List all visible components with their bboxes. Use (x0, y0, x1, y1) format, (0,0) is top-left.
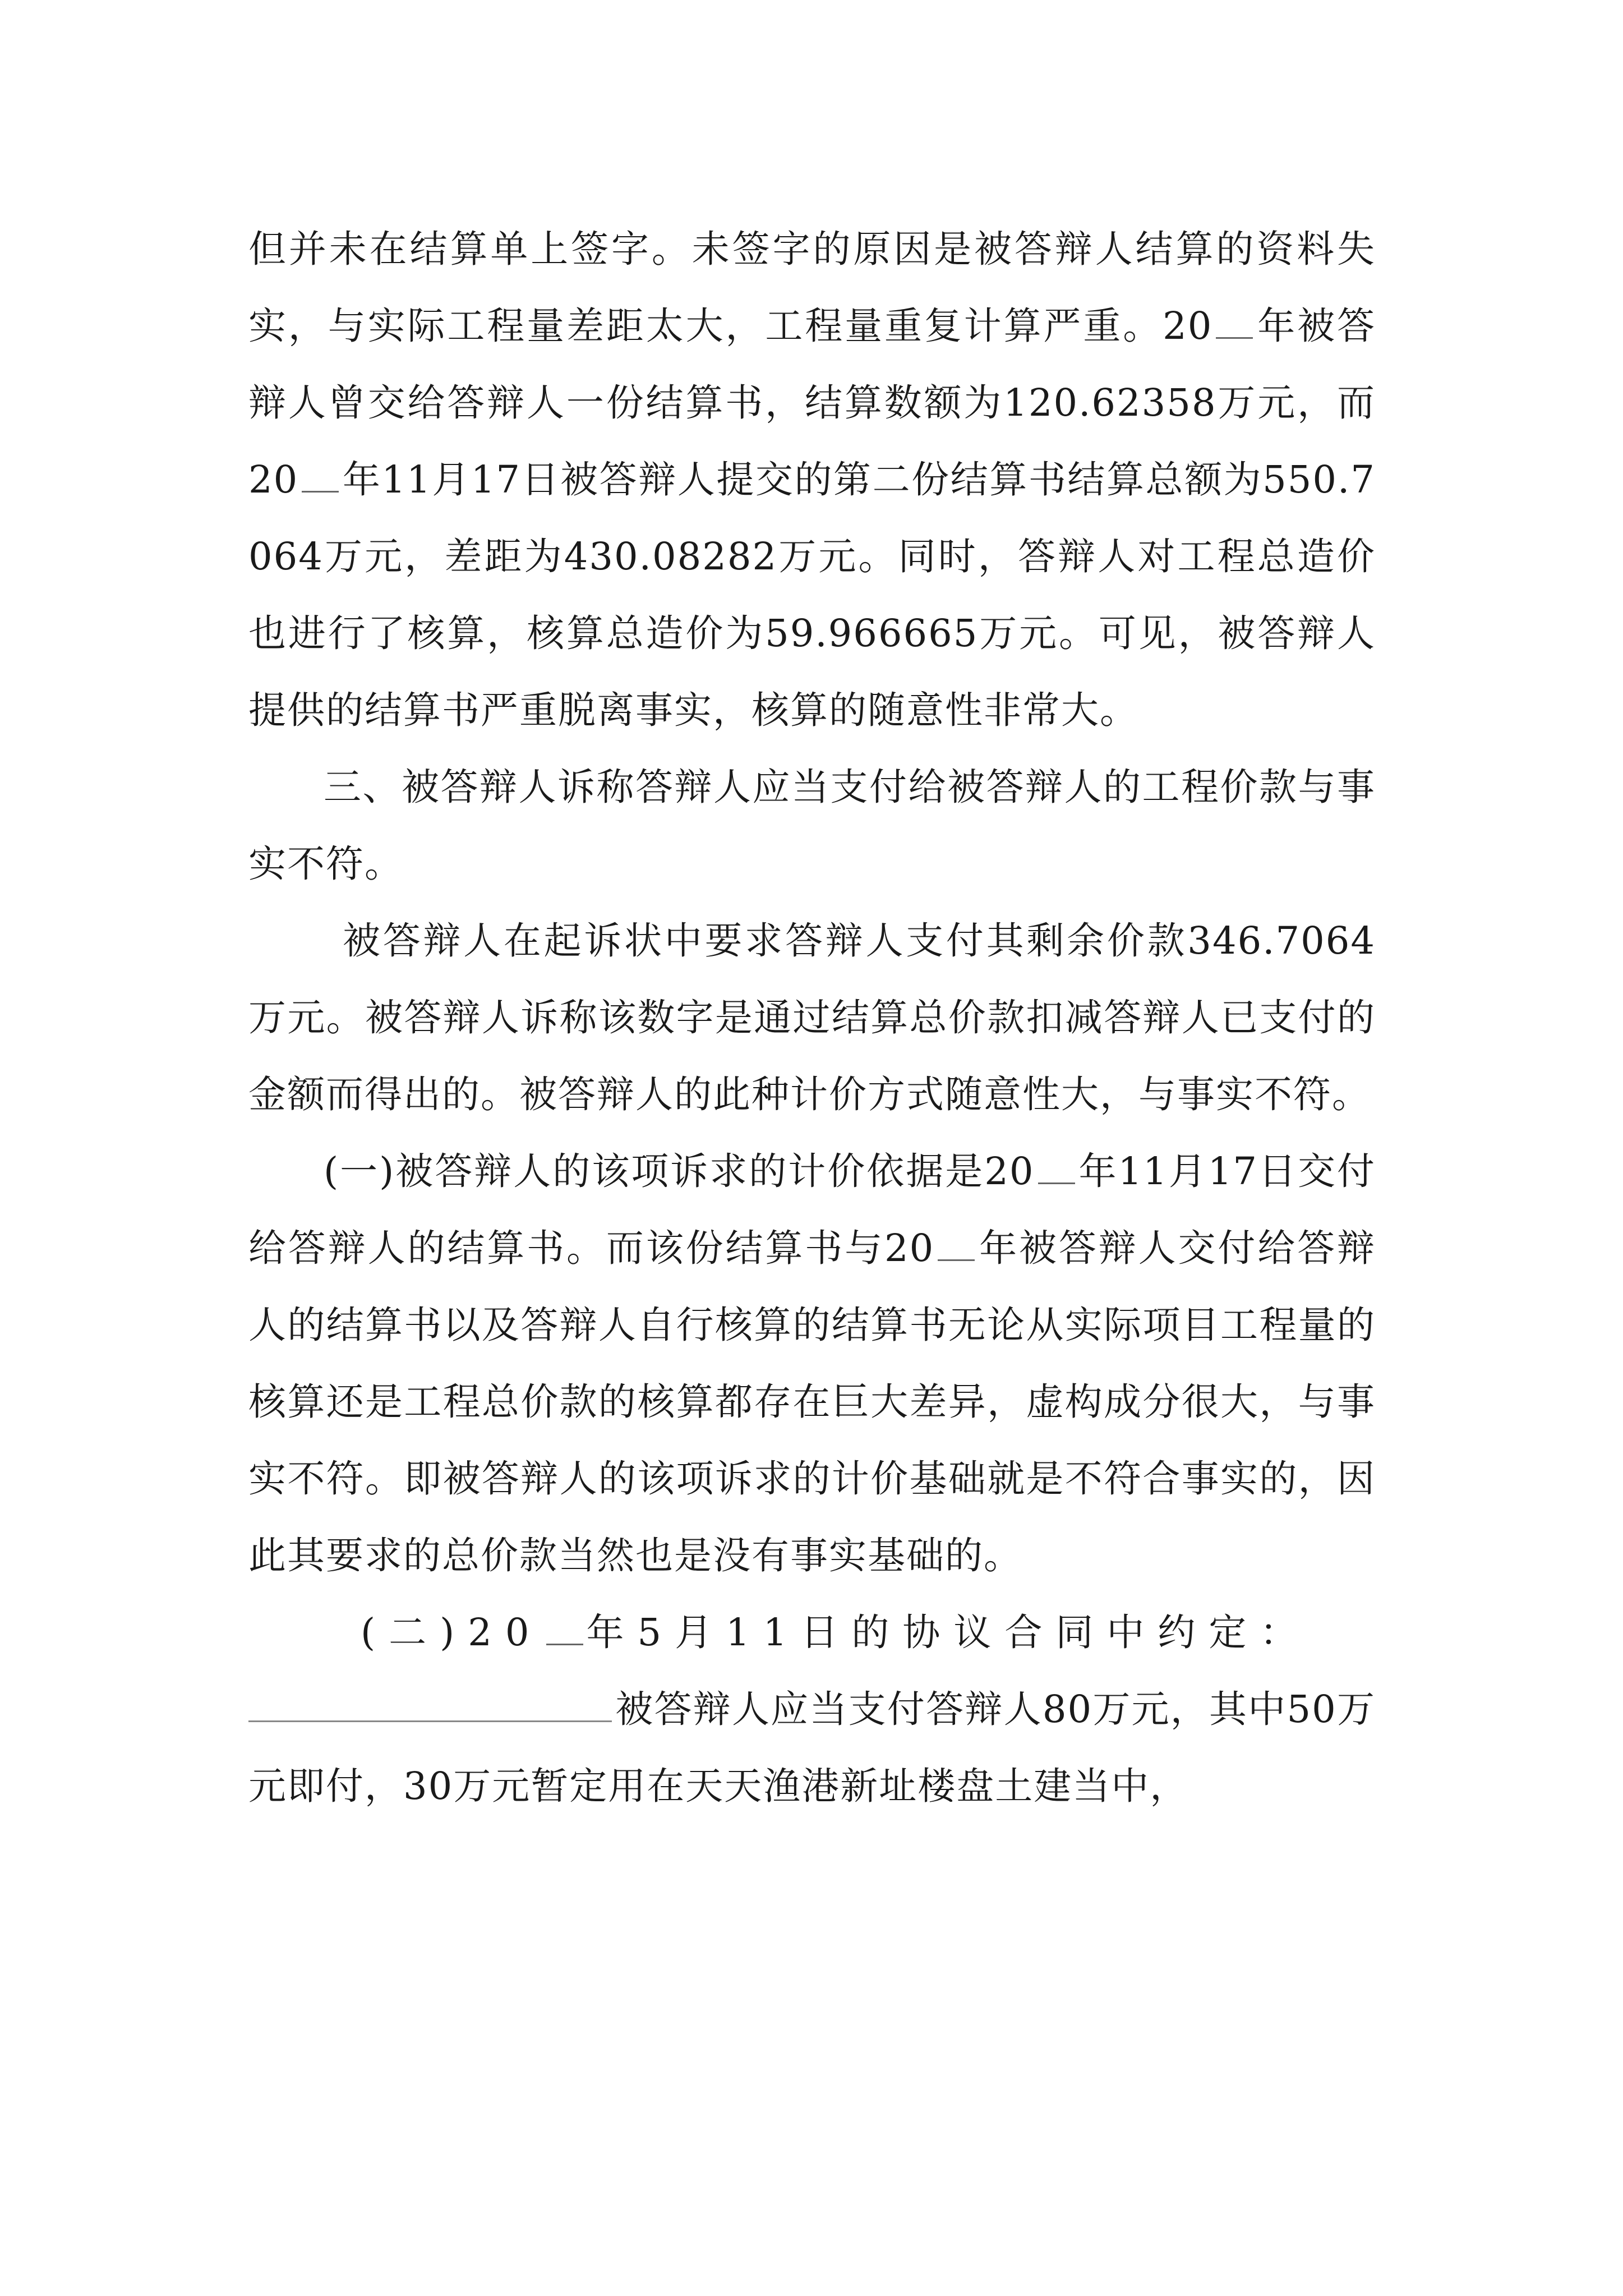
paragraph-text: 年被答辩人曾交给答辩人一份结算书，结算数额为120.62358万元，而20 (248, 304, 1376, 501)
paragraph-text: (二)20 (361, 1611, 543, 1654)
paragraph-point-one (248, 1133, 1376, 1594)
year-blank (1038, 1181, 1075, 1184)
paragraph-text: 年11月17日被答辩人提交的第二份结算书结算总额为550.7064万元，差距为430.08282万元。同时，答辩人对工程总造价也进行了核算，核算总造价为59.966665万元。可见，被答辩人提供的结算书严重脱离事实，核算的随意性非常大。 (248, 458, 1376, 732)
paragraph-text: 年5月11日的协议合同中约定： (586, 1611, 1311, 1654)
year-blank (938, 1258, 975, 1261)
paragraph-text: 年11月17日交付给答辩人的结算书。而该份结算书与20 (248, 1149, 1376, 1270)
paragraph-agreement-terms (248, 1671, 1376, 1825)
paragraph-text: 但并未在结算单上签字。未签字的原因是被答辩人结算的资料失实，与实际工程量差距太大，工程量重复计算严重。20 (248, 227, 1376, 348)
document-body (248, 211, 1376, 1825)
year-blank (302, 490, 339, 493)
section-heading-three: 三、被答辩人诉称答辩人应当支付给被答辩人的工程价款与事实不符。 (248, 765, 1376, 886)
paragraph-text: (一)被答辩人的该项诉求的计价依据是20 (324, 1149, 1035, 1193)
paragraph-remaining-price: 被答辩人在起诉状中要求答辩人支付其剩余价款346.7064万元。被答辩人诉称该数字是通过结算总价款扣减答辩人已支付的金额而得出的。被答辩人的此种计价方式随意性大，与事实不符。 (248, 919, 1376, 1116)
paragraph-text: 年被答辩人交付给答辩人的结算书以及答辩人自行核算的结算书无论从实际项目工程量的核算还是工程总价款的核算都存在巨大差异，虚构成分很大，与事实不符。即被答辩人的该项诉求的计价基础就是不符合事实的，因此其要求的总价款当然也是没有事实基础的。 (248, 1226, 1376, 1577)
paragraph-settlement-dispute (248, 211, 1376, 749)
paragraph-text: 被答辩人应当支付答辩人80万元，其中50万元即付，30万元暂定用在天天渔港新址楼盘土建当中， (248, 1687, 1376, 1808)
year-blank (1216, 336, 1253, 339)
fill-in-blank (248, 1719, 612, 1722)
year-blank (546, 1642, 583, 1645)
paragraph-point-two (248, 1594, 1376, 1671)
